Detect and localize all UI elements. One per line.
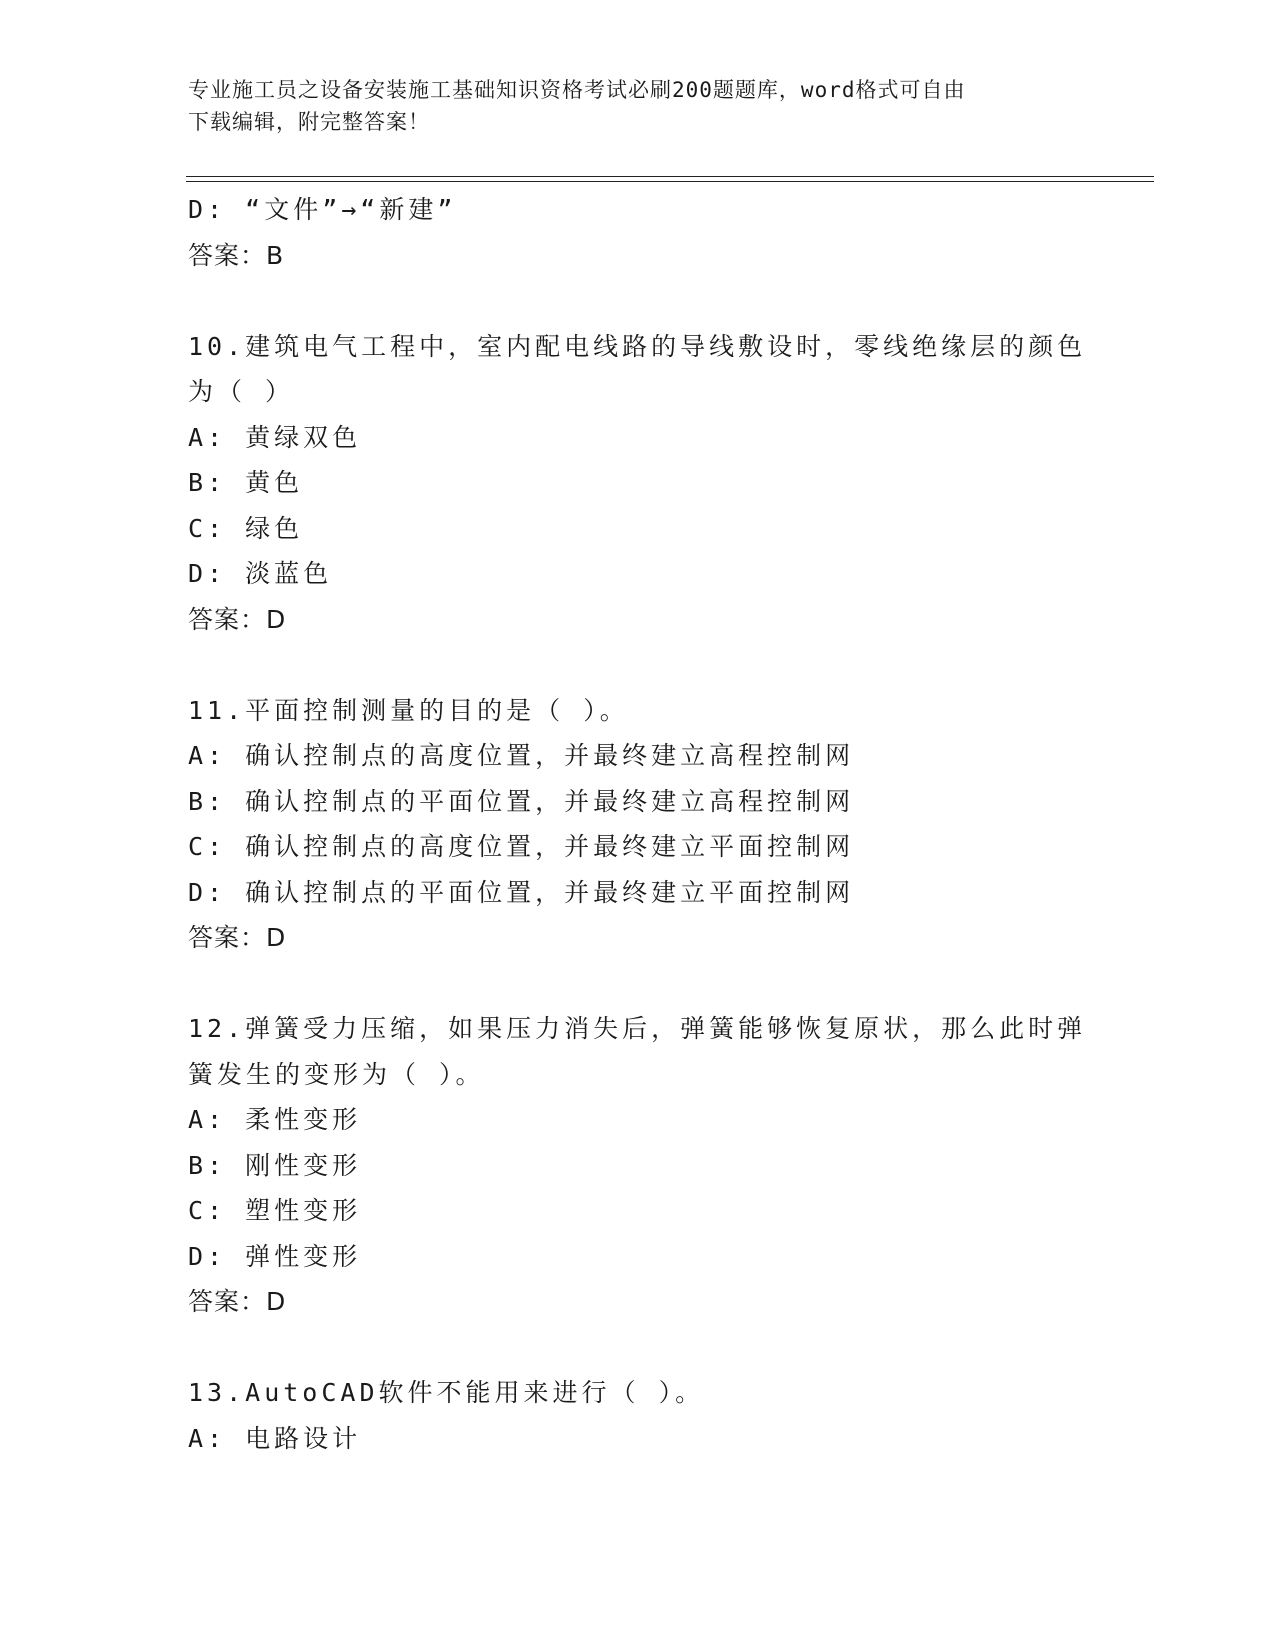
option-d: D: “文件”→“新建” — [188, 195, 457, 224]
header-divider-bottom — [186, 181, 1154, 182]
question-text: 10.建筑电气工程中，室内配电线路的导线敷设时，零线绝缘层的颜色 — [188, 331, 1087, 361]
option-a: A: 柔性变形 — [188, 1105, 362, 1134]
option-d: D: 确认控制点的平面位置，并最终建立平面控制网 — [188, 877, 855, 907]
question-10 — [188, 324, 1088, 643]
option-d: D: 弹性变形 — [188, 1241, 362, 1271]
option-a: A: 黄绿双色 — [188, 422, 362, 452]
header-title-line-1: 专业施工员之设备安装施工基础知识资格考试必刷200题题库，word格式可自由 — [188, 78, 966, 102]
option-a: A: 确认控制点的高度位置，并最终建立高程控制网 — [188, 741, 855, 770]
question-list — [188, 187, 1088, 1461]
answer: 答案：B — [188, 240, 285, 270]
header-title-line-2: 下载编辑，附完整答案！ — [188, 110, 430, 134]
previous-question-tail — [188, 187, 1088, 278]
question-text: 13.AutoCAD软件不能用来进行（ ）。 — [188, 1378, 705, 1407]
spacer — [188, 961, 1088, 1007]
answer: 答案：D — [188, 923, 287, 952]
option-b: B: 刚性变形 — [188, 1150, 362, 1180]
document-header — [188, 74, 1068, 138]
answer: 答案：D — [188, 1287, 287, 1316]
answer: 答案：D — [188, 604, 287, 634]
question-text: 12.弹簧受力压缩，如果压力消失后，弹簧能够恢复原状，那么此时弹 — [188, 1014, 1087, 1043]
spacer — [188, 642, 1088, 688]
option-c: C: 塑性变形 — [188, 1196, 362, 1225]
question-text-continued: 为（ ） — [188, 377, 295, 406]
spacer — [188, 1325, 1088, 1371]
option-c: C: 绿色 — [188, 513, 304, 543]
question-text: 11.平面控制测量的目的是（ ）。 — [188, 695, 629, 725]
spacer — [188, 278, 1088, 324]
question-13 — [188, 1370, 1088, 1461]
option-b: B: 确认控制点的平面位置，并最终建立高程控制网 — [188, 786, 855, 816]
header-divider-top — [186, 176, 1154, 177]
option-c: C: 确认控制点的高度位置，并最终建立平面控制网 — [188, 832, 855, 861]
option-a: A: 电路设计 — [188, 1423, 362, 1453]
option-d: D: 淡蓝色 — [188, 559, 333, 588]
option-b: B: 黄色 — [188, 468, 304, 497]
question-11 — [188, 688, 1088, 961]
question-text-continued: 簧发生的变形为（ ）。 — [188, 1059, 485, 1089]
question-12 — [188, 1006, 1088, 1325]
